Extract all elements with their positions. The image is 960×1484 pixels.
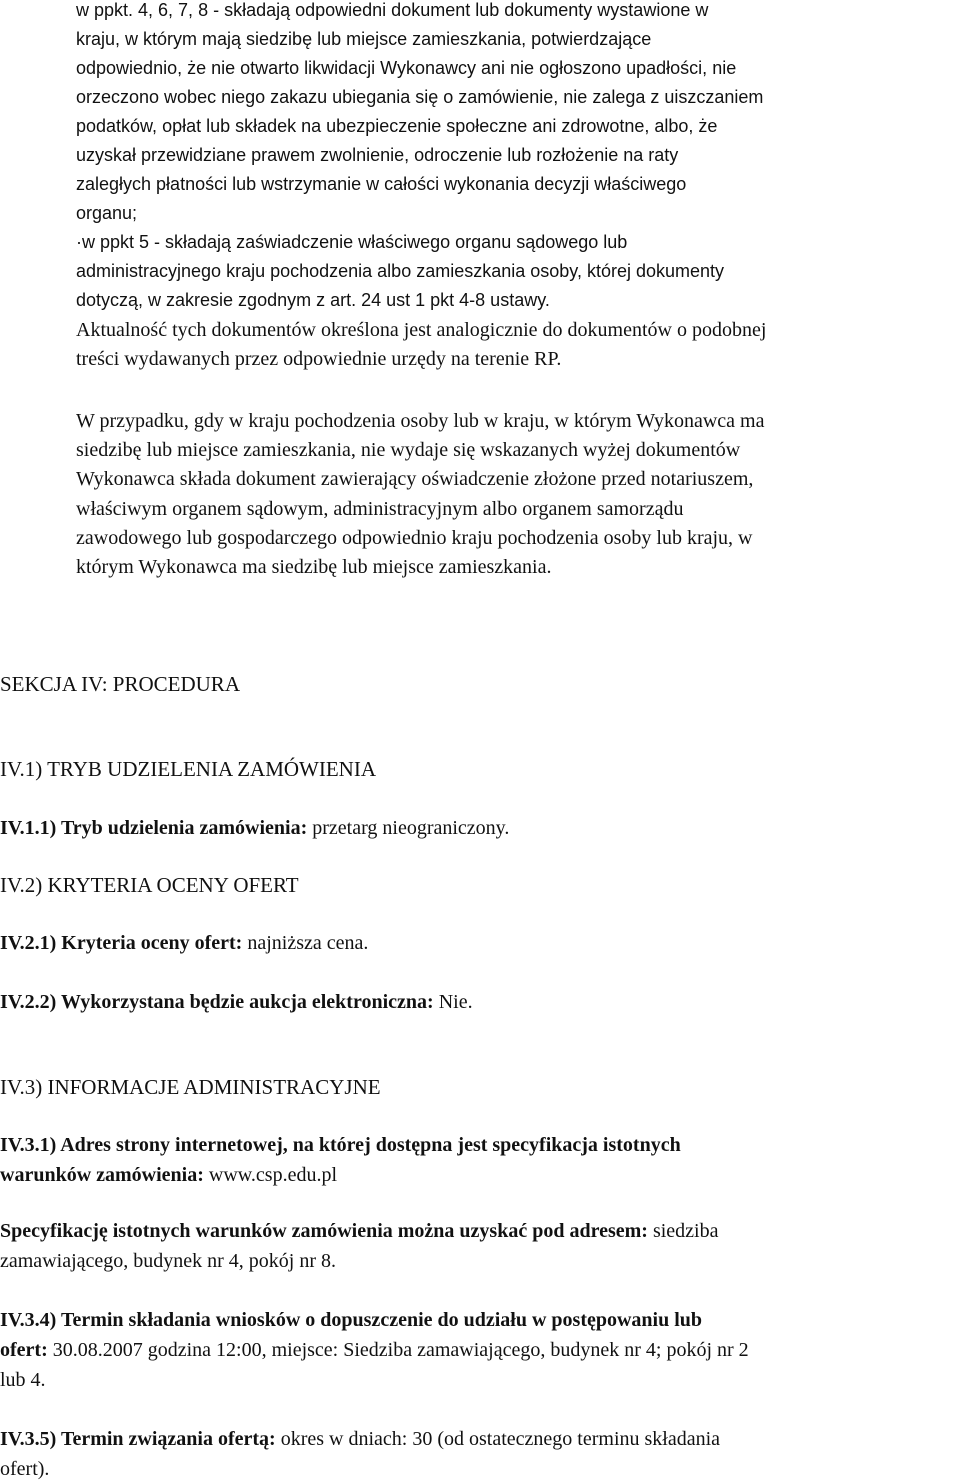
list-item-line: dotyczą, w zakresie zgodnym z art. 24 ust 1 pkt 4-8 ustawy. (76, 290, 550, 310)
procedure-type-line (0, 813, 960, 843)
text-line: kraju, w którym mają siedzibę lub miejsce zamieszkania, potwierdzające (76, 29, 652, 49)
deadline-label-cont: ofert: (0, 1339, 48, 1361)
specification-label: Specyfikację istotnych warunków zamówienia można uzyskać pod adresem: (0, 1220, 648, 1242)
auction-label: IV.2.2) Wykorzystana będzie aukcja elektroniczna: (0, 991, 434, 1013)
text-line: podatków, opłat lub składek na ubezpieczenie społeczne ani zdrowotne, albo, że (76, 116, 718, 136)
heading-iv2: IV.2) KRYTERIA OCENY OFERT (0, 873, 299, 897)
text-line: W przypadku, gdy w kraju pochodzenia osoby lub w kraju, w którym Wykonawca ma (76, 410, 765, 432)
auction-line (0, 987, 960, 1017)
binding-line-2: ofert). (0, 1458, 50, 1480)
list-item-line (76, 141, 960, 170)
actuality-paragraph (0, 316, 960, 374)
list-item-line (76, 0, 960, 25)
specification-line-2: zamawiającego, budynek nr 4, pokój nr 8. (0, 1250, 337, 1272)
list-item-line (76, 25, 960, 54)
specification-value: siedziba (647, 1220, 719, 1242)
text-line: treści wydawanych przez odpowiednie urzędy na terenie RP. (76, 348, 562, 371)
text-line: w ppkt. 4, 6, 7, 8 - składają odpowiedni dokument lub dokumenty wystawione w (76, 0, 709, 20)
text-line: siedzibę lub miejsce zamieszkania, nie wydaje się wskazanych wyżej dokumentów (76, 439, 741, 462)
deadline-line-3: lub 4. (0, 1369, 46, 1391)
list-item-line (76, 112, 960, 141)
website-url: www.csp.edu.pl (203, 1164, 338, 1186)
criteria-line (0, 928, 960, 958)
deadline-label: IV.3.4) Termin składania wniosków o dopuszczenie do udziału w postępowaniu lub (0, 1309, 703, 1331)
deadline-paragraph (0, 1305, 960, 1395)
heading-iv3: IV.3) INFORMACJE ADMINISTRACYJNE (0, 1075, 381, 1099)
procedure-type-label: IV.1.1) Tryb udzielenia zamówienia: (0, 817, 308, 839)
foreign-documents-paragraph (0, 407, 960, 582)
section-title: SEKCJA IV: PROCEDURA (0, 672, 240, 696)
list-item-line: organu; (76, 203, 138, 223)
binding-value: okres w dniach: 30 (od ostatecznego terminu składania (275, 1428, 721, 1450)
list-item-line (76, 54, 960, 83)
list-item-line (76, 170, 960, 199)
deadline-value: 30.08.2007 godzina 12:00, miejsce: Siedziba zamawiającego, budynek nr 4; pokój nr 2 (47, 1339, 749, 1361)
list-item-line (76, 83, 960, 112)
text-line: odpowiednio, że nie otwarto likwidacji Wykonawcy ani nie ogłoszono upadłości, nie (76, 58, 737, 78)
criteria-value: najniższa cena. (242, 932, 369, 954)
website-label-cont: warunków zamówienia: (0, 1164, 204, 1186)
binding-line (0, 1424, 960, 1454)
text-line: właściwym organem sądowym, administracyjnym albo organem samorządu (76, 497, 684, 520)
website-line-2 (0, 1160, 960, 1190)
criteria-label: IV.2.1) Kryteria oceny ofert: (0, 932, 243, 954)
heading-iv1: IV.1) TRYB UDZIELENIA ZAMÓWIENIA (0, 757, 377, 781)
deadline-line (0, 1305, 960, 1335)
deadline-line-2 (0, 1335, 960, 1365)
text-line: którym Wykonawca ma siedzibę lub miejsce zamieszkania. (76, 556, 552, 579)
website-paragraph (0, 1130, 960, 1190)
text-line: Aktualność tych dokumentów określona jest analogicznie do dokumentów o podobnej (76, 319, 767, 341)
text-line: uzyskał przewidziane prawem zwolnienie, odroczenie lub rozłożenie na raty (76, 145, 679, 165)
binding-label: IV.3.5) Termin związania ofertą: (0, 1428, 276, 1450)
website-line (0, 1130, 960, 1160)
list-item-line: administracyjnego kraju pochodzenia albo zamieszkania osoby, której dokumenty (76, 261, 725, 281)
text-line: orzeczono wobec niego zakazu ubiegania się o zamówienie, nie zalega z uiszczaniem (76, 87, 764, 107)
text-line: Wykonawca składa dokument zawierający oświadczenie złożone przed notariuszem, (76, 468, 754, 491)
qualification-documents-list (0, 0, 960, 315)
auction-value: Nie. (433, 991, 473, 1013)
list-item-line: ·w ppkt 5 - składają zaświadczenie właściwego organu sądowego lub (76, 232, 628, 252)
text-line: zawodowego lub gospodarczego odpowiednio kraju pochodzenia osoby lub kraju, w (76, 526, 753, 549)
specification-paragraph (0, 1216, 960, 1276)
website-label: IV.3.1) Adres strony internetowej, na której dostępna jest specyfikacja istotnych (0, 1134, 681, 1156)
procedure-type-value: przetarg nieograniczony. (307, 817, 510, 839)
binding-paragraph (0, 1424, 960, 1484)
text-line: zaległych płatności lub wstrzymanie w całości wykonania decyzji właściwego (76, 174, 687, 194)
specification-line (0, 1216, 960, 1246)
